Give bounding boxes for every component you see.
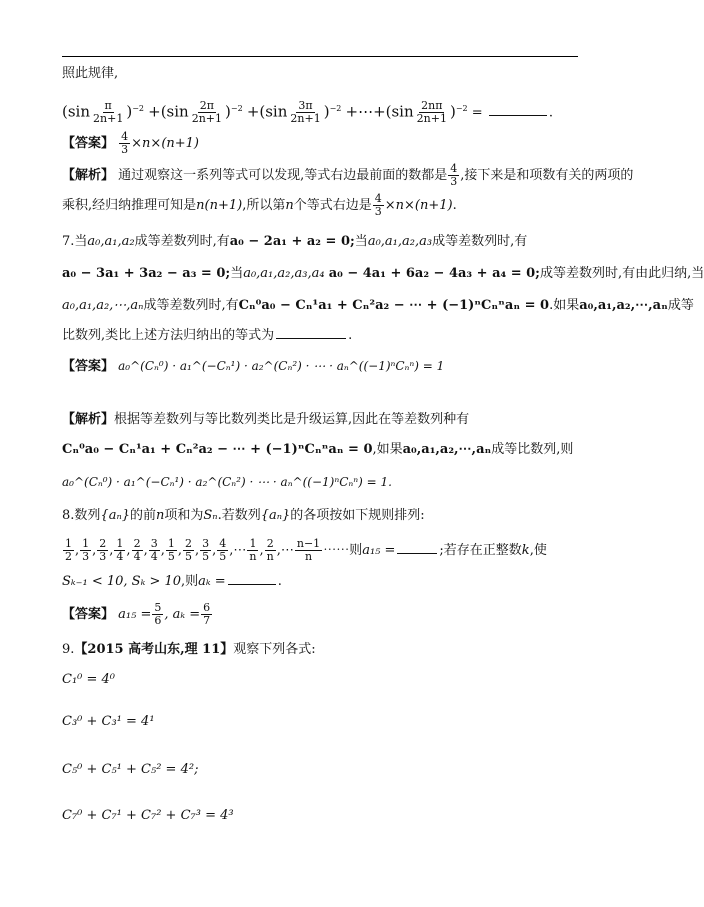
sequence-fraction: $\frac{1}{4}$ [116,537,124,563]
q8-a15-blank [397,541,437,554]
sequence-fraction: $\frac{2}{4}$ [133,537,141,563]
sequence-separator: , [194,543,200,558]
intro-text: 照此规律, [62,66,119,81]
q6-answer: 【答案】 $\frac{4}{3}$ ×n×(n+1) [62,130,199,156]
sequence-separator: , [212,543,217,558]
sequence-separator: , [143,543,148,558]
sequence-separator: , [109,543,114,558]
q9-formula-1: C₁⁰ = 4⁰ [62,672,116,687]
q9-header: 9.【2015 高考山东,理 11】观察下列各式: [62,642,316,657]
q7-line4: 比数列,类比上述方法归纳出的等式为 . [62,328,353,343]
sequence-fraction: $\frac{2}{3}$ [99,537,107,563]
q7-line3: a₀,a₁,a₂,⋯,aₙ成等差数列时,有Cₙ⁰a₀ − Cₙ¹a₁ + Cₙ²a₂ − ⋯ + (−1)ⁿCₙⁿaₙ = 0.如果a₀,a₁,a₂,⋯,aₙ成等 [62,298,694,313]
sequence-fraction: $\frac{4}{5}$ [219,537,227,563]
q9-formula-2: C₃⁰ + C₃¹ = 4¹ [62,714,155,729]
q8-answer: 【答案】 a₁₅ = $\frac{5}{6}$ , aₖ = $\frac{6}{7}$ [62,601,211,627]
sequence-separator: , [92,543,97,558]
q7-line2: a₀ − 3a₁ + 3a₂ − a₃ = 0;当a₀,a₁,a₂,a₃,a₄ a₀ − 4a₁ + 6a₂ − 4a₃ + a₄ = 0;成等差数列时,有由此归纳,当 [62,266,704,281]
sequence-fraction: $\frac{3}{4}$ [150,537,158,563]
sequence-separator: , [229,543,234,558]
header-rule [62,56,578,57]
q6-answer-blank [489,103,547,116]
q9-formula-3: C₅⁰ + C₅¹ + C₅² = 4²; [62,762,199,777]
q7-analysis-line2: Cₙ⁰a₀ − Cₙ¹a₁ + Cₙ²a₂ − ⋯ + (−1)ⁿCₙⁿaₙ = 0,如果a₀,a₁,a₂,⋯,aₙ成等比数列,则 [62,442,574,457]
q7-answer: 【答案】 a₀^(Cₙ⁰) · a₁^(−Cₙ¹) · a₂^(Cₙ²) · ⋯ · aₙ^((−1)ⁿCₙⁿ) = 1 [62,359,445,374]
sequence-separator: , [177,543,182,558]
q6-formula: (sin $\frac{\pi}{2n+1}$ )$^{-2}$ +(sin $\frac{2\pi}{2n+1}$ )$^{-2}$ +(sin $\frac{3\pi}{2n+1}$ )$^{-2}$ +⋯+(sin $\frac{2n\pi}{2n+1}$ )$^{-2}$ = . [62,99,553,126]
q8-sequence-line: $\frac{1}{2}$ , $\frac{1}{3}$ , $\frac{2}{3}$ , $\frac{1}{4}$ , $\frac{2}{4}$ , $\frac{3}{4}$ , $\frac{1}{5}$ , $\frac{2}{5}$ , $\frac{3}{5}$ , $\frac{4}{5}$ ,⋯ $\frac{1}{n}$ , $\frac{2}{n}$ ,⋯ $\frac{n-1}{n}$ ⋯⋯则a₁₅ = ;若存在正整数k,使 [62,536,582,566]
sequence-separator: , [126,543,131,558]
q7-analysis-line3: a₀^(Cₙ⁰) · a₁^(−Cₙ¹) · a₂^(Cₙ²) · ⋯ · aₙ^((−1)ⁿCₙⁿ) = 1. [62,475,392,489]
sequence-separator: , [160,543,165,558]
q8-line1: 8.数列{aₙ}的前n项和为Sₙ.若数列{aₙ}的各项按如下规则排列: [62,508,425,523]
sequence-separator: , [75,543,80,558]
q9-formula-4: C₇⁰ + C₇¹ + C₇² + C₇³ = 4³ [62,808,234,823]
sequence-fraction: $\frac{3}{5}$ [202,537,210,563]
q6-analysis-line2: 乘积,经归纳推理可知是n(n+1),所以第n个等式右边是 $\frac{4}{3}$ ×n×(n+1). [62,192,457,218]
q8-sequence [62,537,234,563]
q8-ak-blank [228,572,276,585]
q7-analysis-line1: 【解析】根据等差数列与等比数列类比是升级运算,因此在等差数列种有 [62,412,470,427]
sequence-fraction: $\frac{2}{5}$ [184,537,192,563]
q8-line3: Sₖ₋₁ < 10, Sₖ > 10,则aₖ = . [62,574,282,589]
sequence-fraction: $\frac{1}{3}$ [82,537,90,563]
q6-analysis-line1: 【解析】 通过观察这一系列等式可以发现,等式右边最前面的数都是 $\frac{4}{3}$ ,接下来是和项数有关的两项的 [62,162,634,188]
q7-answer-blank [276,326,346,339]
sequence-fraction: $\frac{1}{2}$ [65,537,72,563]
sequence-fraction: $\frac{1}{5}$ [167,537,175,563]
q7-line1: 7.当a₀,a₁,a₂成等差数列时,有a₀ − 2a₁ + a₂ = 0;当a₀,a₁,a₂,a₃成等差数列时,有 [62,234,528,249]
